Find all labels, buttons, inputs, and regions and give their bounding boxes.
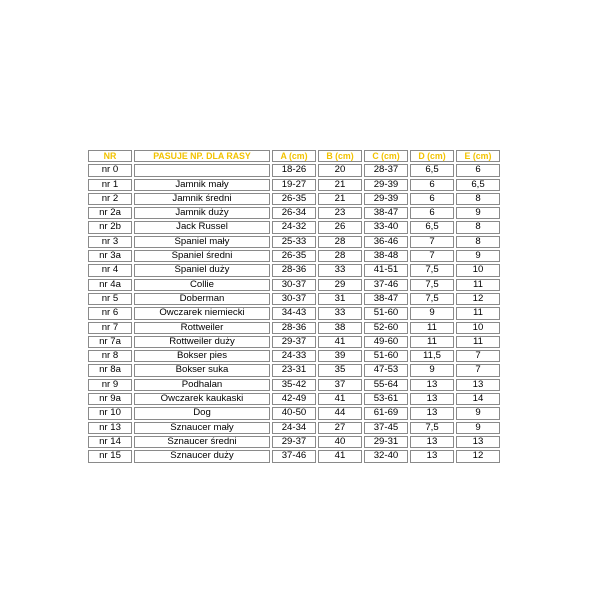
cell-c: 41-51: [364, 264, 408, 276]
table-row: [88, 336, 500, 348]
cell-nr: nr 3: [88, 236, 132, 248]
cell-c: 53-61: [364, 393, 408, 405]
cell-nr: nr 7a: [88, 336, 132, 348]
cell-c: 37-46: [364, 279, 408, 291]
cell-b: 35: [318, 364, 362, 376]
cell-a: 25-33: [272, 236, 316, 248]
cell-e: 7: [456, 364, 500, 376]
table-row: [88, 279, 500, 291]
cell-breed: Doberman: [134, 293, 270, 305]
cell-a: 28-36: [272, 264, 316, 276]
cell-breed: Sznaucer duży: [134, 450, 270, 462]
cell-e: 11: [456, 307, 500, 319]
table-row: [88, 264, 500, 276]
cell-e: 9: [456, 422, 500, 434]
cell-e: 14: [456, 393, 500, 405]
cell-b: 33: [318, 264, 362, 276]
table-row: [88, 221, 500, 233]
cell-c: 37-45: [364, 422, 408, 434]
header-d: D (cm): [410, 150, 454, 162]
cell-d: 13: [410, 450, 454, 462]
table-row: [88, 422, 500, 434]
table-row: [88, 250, 500, 262]
table-row: [88, 236, 500, 248]
cell-breed: Bokser pies: [134, 350, 270, 362]
table-row: [88, 307, 500, 319]
cell-b: 23: [318, 207, 362, 219]
cell-d: 6: [410, 179, 454, 191]
cell-b: 39: [318, 350, 362, 362]
cell-d: 6: [410, 207, 454, 219]
size-table: [86, 148, 502, 465]
cell-d: 9: [410, 364, 454, 376]
cell-breed: Jack Russel: [134, 221, 270, 233]
table-row: [88, 450, 500, 462]
cell-c: 28-37: [364, 164, 408, 176]
cell-breed: Jamnik średni: [134, 193, 270, 205]
cell-c: 32-40: [364, 450, 408, 462]
cell-e: 13: [456, 436, 500, 448]
header-breed: PASUJE NP. DLA RASY: [134, 150, 270, 162]
cell-breed: Collie: [134, 279, 270, 291]
cell-breed: Spaniel średni: [134, 250, 270, 262]
table-row: [88, 379, 500, 391]
cell-c: 55-64: [364, 379, 408, 391]
cell-a: 42-49: [272, 393, 316, 405]
cell-nr: nr 15: [88, 450, 132, 462]
cell-nr: nr 4a: [88, 279, 132, 291]
cell-nr: nr 14: [88, 436, 132, 448]
cell-c: 29-39: [364, 193, 408, 205]
header-b: B (cm): [318, 150, 362, 162]
cell-a: 40-50: [272, 407, 316, 419]
header-a: A (cm): [272, 150, 316, 162]
cell-e: 6,5: [456, 179, 500, 191]
cell-e: 10: [456, 264, 500, 276]
table-row: [88, 393, 500, 405]
cell-e: 8: [456, 193, 500, 205]
cell-breed: Bokser suka: [134, 364, 270, 376]
table-row: [88, 207, 500, 219]
cell-b: 31: [318, 293, 362, 305]
cell-a: 29-37: [272, 336, 316, 348]
cell-a: 35-42: [272, 379, 316, 391]
cell-d: 7,5: [410, 279, 454, 291]
cell-e: 9: [456, 407, 500, 419]
cell-nr: nr 2b: [88, 221, 132, 233]
cell-a: 24-32: [272, 221, 316, 233]
cell-nr: nr 8a: [88, 364, 132, 376]
cell-d: 7,5: [410, 264, 454, 276]
cell-nr: nr 9: [88, 379, 132, 391]
cell-b: 28: [318, 250, 362, 262]
cell-c: 61-69: [364, 407, 408, 419]
cell-nr: nr 2a: [88, 207, 132, 219]
cell-d: 7: [410, 236, 454, 248]
cell-breed: Sznaucer mały: [134, 422, 270, 434]
table-row: [88, 364, 500, 376]
cell-d: 7,5: [410, 293, 454, 305]
cell-c: 38-47: [364, 207, 408, 219]
cell-c: 47-53: [364, 364, 408, 376]
cell-a: 34-43: [272, 307, 316, 319]
table-row: [88, 322, 500, 334]
cell-nr: nr 7: [88, 322, 132, 334]
cell-b: 28: [318, 236, 362, 248]
cell-a: 26-34: [272, 207, 316, 219]
cell-a: 30-37: [272, 279, 316, 291]
cell-e: 12: [456, 293, 500, 305]
cell-e: 9: [456, 207, 500, 219]
cell-a: 19-27: [272, 179, 316, 191]
cell-nr: nr 5: [88, 293, 132, 305]
cell-nr: nr 6: [88, 307, 132, 319]
cell-e: 8: [456, 221, 500, 233]
cell-a: 26-35: [272, 250, 316, 262]
cell-c: 36-46: [364, 236, 408, 248]
cell-breed: Sznaucer średni: [134, 436, 270, 448]
cell-e: 7: [456, 350, 500, 362]
cell-d: 11: [410, 322, 454, 334]
cell-a: 28-36: [272, 322, 316, 334]
table-row: [88, 164, 500, 176]
header-c: C (cm): [364, 150, 408, 162]
cell-d: 13: [410, 436, 454, 448]
cell-a: 24-33: [272, 350, 316, 362]
cell-d: 9: [410, 307, 454, 319]
header-row: [88, 150, 500, 162]
cell-e: 8: [456, 236, 500, 248]
cell-breed: Jamnik mały: [134, 179, 270, 191]
cell-a: 37-46: [272, 450, 316, 462]
header-nr: NR: [88, 150, 132, 162]
table-row: [88, 193, 500, 205]
cell-d: 7,5: [410, 422, 454, 434]
cell-b: 38: [318, 322, 362, 334]
cell-breed: Spaniel mały: [134, 236, 270, 248]
cell-b: 27: [318, 422, 362, 434]
cell-d: 6,5: [410, 221, 454, 233]
cell-c: 52-60: [364, 322, 408, 334]
cell-b: 20: [318, 164, 362, 176]
cell-d: 7: [410, 250, 454, 262]
cell-c: 51-60: [364, 307, 408, 319]
cell-b: 33: [318, 307, 362, 319]
size-table-container: [86, 148, 501, 465]
cell-breed: Rottweiler duży: [134, 336, 270, 348]
cell-a: 23-31: [272, 364, 316, 376]
cell-nr: nr 1: [88, 179, 132, 191]
cell-e: 12: [456, 450, 500, 462]
cell-nr: nr 13: [88, 422, 132, 434]
cell-breed: Dog: [134, 407, 270, 419]
cell-e: 11: [456, 279, 500, 291]
cell-a: 18-26: [272, 164, 316, 176]
cell-d: 13: [410, 379, 454, 391]
cell-d: 6: [410, 193, 454, 205]
cell-nr: nr 2: [88, 193, 132, 205]
cell-c: 38-47: [364, 293, 408, 305]
cell-breed: Jamnik duży: [134, 207, 270, 219]
cell-d: 13: [410, 393, 454, 405]
cell-b: 40: [318, 436, 362, 448]
cell-b: 41: [318, 336, 362, 348]
cell-c: 29-31: [364, 436, 408, 448]
cell-e: 11: [456, 336, 500, 348]
cell-e: 10: [456, 322, 500, 334]
cell-a: 29-37: [272, 436, 316, 448]
cell-c: 51-60: [364, 350, 408, 362]
cell-b: 26: [318, 221, 362, 233]
table-row: [88, 293, 500, 305]
cell-e: 13: [456, 379, 500, 391]
cell-b: 41: [318, 393, 362, 405]
cell-b: 41: [318, 450, 362, 462]
cell-nr: nr 4: [88, 264, 132, 276]
cell-b: 21: [318, 179, 362, 191]
table-body: [88, 164, 500, 462]
cell-breed: Spaniel duży: [134, 264, 270, 276]
cell-a: 24-34: [272, 422, 316, 434]
cell-breed: Owczarek niemiecki: [134, 307, 270, 319]
cell-nr: nr 8: [88, 350, 132, 362]
cell-breed: Owczarek kaukaski: [134, 393, 270, 405]
cell-d: 6,5: [410, 164, 454, 176]
cell-nr: nr 3a: [88, 250, 132, 262]
header-e: E (cm): [456, 150, 500, 162]
cell-d: 13: [410, 407, 454, 419]
cell-nr: nr 9a: [88, 393, 132, 405]
table-header: [88, 150, 500, 162]
cell-e: 6: [456, 164, 500, 176]
cell-b: 29: [318, 279, 362, 291]
cell-e: 9: [456, 250, 500, 262]
cell-breed: Podhalan: [134, 379, 270, 391]
table-row: [88, 179, 500, 191]
cell-breed: [134, 164, 270, 176]
cell-a: 26-35: [272, 193, 316, 205]
cell-b: 21: [318, 193, 362, 205]
cell-c: 49-60: [364, 336, 408, 348]
cell-breed: Rottweiler: [134, 322, 270, 334]
cell-b: 44: [318, 407, 362, 419]
table-row: [88, 436, 500, 448]
table-row: [88, 350, 500, 362]
cell-d: 11: [410, 336, 454, 348]
cell-nr: nr 0: [88, 164, 132, 176]
cell-b: 37: [318, 379, 362, 391]
cell-c: 33-40: [364, 221, 408, 233]
cell-c: 38-48: [364, 250, 408, 262]
cell-a: 30-37: [272, 293, 316, 305]
cell-c: 29-39: [364, 179, 408, 191]
cell-nr: nr 10: [88, 407, 132, 419]
table-row: [88, 407, 500, 419]
cell-d: 11,5: [410, 350, 454, 362]
